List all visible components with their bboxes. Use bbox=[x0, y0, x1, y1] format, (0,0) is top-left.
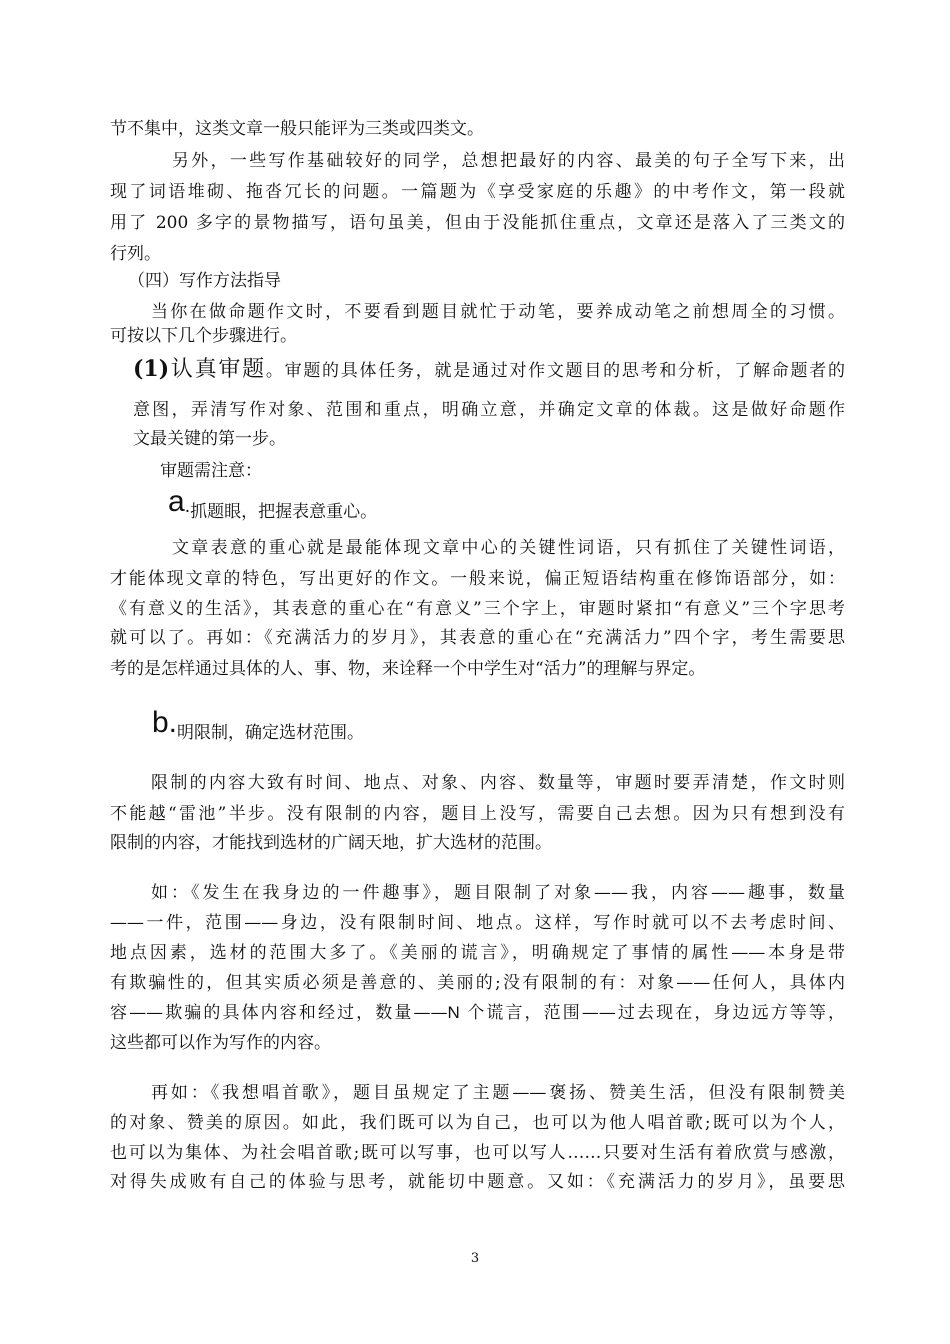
paragraph-line: 《有意义的生活》，其表意的重心在“有意义”三个字上，审题时紧扣“有意义”三个字思考 bbox=[110, 599, 845, 619]
paragraph-line: 节不集中，这类文章一般只能评为三类或四类文。 bbox=[110, 119, 484, 139]
paragraph-line: ——一件，范围——身边，没有限制时间、地点。这样，写作时就可以不去考虑时间、 bbox=[110, 913, 845, 933]
paragraph-line: 文最关键的第一步。 bbox=[133, 429, 286, 449]
paragraph-line: 限制的内容，才能找到选材的广阔天地，扩大选材的范围。 bbox=[110, 833, 552, 853]
text-run: N bbox=[447, 1003, 460, 1022]
paragraph-line: 另外，一些写作基础较好的同学，总想把最好的内容、最美的句子全写下来，出 bbox=[172, 151, 845, 171]
step-number: (1) bbox=[133, 356, 170, 382]
paragraph-line: 当你在做命题作文时，不要看到题目就忙于动笔，要养成动笔之前想周全的习惯。 bbox=[151, 302, 845, 322]
paragraph-line: 对得失成败有自己的体验与思考，就能切中题意。又如：《充满活力的岁月》，虽要思 bbox=[110, 1172, 845, 1192]
text-run: 容——欺骗的具体内容和经过，数量—— bbox=[110, 1003, 448, 1023]
paragraph-line: 这些都可以作为写作的内容。 bbox=[110, 1033, 331, 1053]
step-heading-line bbox=[133, 355, 845, 385]
paragraph-line: 就可以了。再如：《充满活力的岁月》，其表意的重心在“充满活力”四个字，考生需要思 bbox=[110, 628, 845, 648]
paragraph-line: 现了词语堆砌、拖沓冗长的问题。一篇题为《享受家庭的乐趣》的中考作文，第一段就 bbox=[110, 182, 845, 202]
point-letter: a bbox=[168, 485, 185, 518]
paragraph-line: 的对象、赞美的原因。如此，我们既可以为自己，也可以为他人唱首歌;既可以为个人， bbox=[110, 1113, 845, 1133]
point-b-heading bbox=[152, 708, 887, 745]
paragraph-line: 有欺骗性的，但其实质必须是善意的、美丽的;没有限制的有：对象——任何人，具体内 bbox=[110, 973, 845, 993]
paragraph-line: 限制的内容大致有时间、地点、对象、内容、数量等，审题时要弄清楚，作文时则 bbox=[151, 773, 845, 793]
paragraph-line: 可按以下几个步骤进行。 bbox=[110, 326, 297, 346]
paragraph-line: 行列。 bbox=[110, 244, 161, 264]
note-heading: 审题需注意： bbox=[160, 461, 262, 481]
point-text: ·抓题眼，把握表意重心。 bbox=[184, 502, 378, 522]
paragraph-line: 用了 200 多字的景物描写，语句虽美，但由于没能抓住重点，文章还是落入了三类文的 bbox=[110, 213, 845, 233]
paragraph-line: 再如：《我想唱首歌》，题目虽规定了主题——褒扬、赞美生活，但没有限制赞美 bbox=[151, 1083, 845, 1103]
paragraph-line: 也可以为集体、为社会唱首歌;既可以写事，也可以写人……只要对生活有着欣赏与感激， bbox=[110, 1143, 845, 1163]
paragraph-line: 不能越“雷池”半步。没有限制的内容，题目上没写，需要自己去想。因为只有想到没有 bbox=[110, 804, 845, 824]
paragraph-line: 地点因素，选材的范围大多了。《美丽的谎言》，明确规定了事情的属性——本身是带 bbox=[110, 943, 845, 963]
point-a-heading bbox=[168, 487, 903, 524]
step-title: 认真审题 bbox=[169, 357, 266, 382]
paragraph-line: 才能体现文章的特色，写出更好的作文。一般来说，偏正短语结构重在修饰语部分，如： bbox=[110, 569, 845, 589]
paragraph-line bbox=[110, 1001, 845, 1025]
point-text: 明限制，确定选材范围。 bbox=[177, 723, 365, 743]
text-run: 个谎言，范围——过去现在，身边远方等等， bbox=[459, 1003, 846, 1023]
page-number: 3 bbox=[470, 1251, 480, 1266]
section-heading: （四）写作方法指导 bbox=[128, 271, 281, 291]
paragraph-line: 如：《发生在我身边的一件趣事》，题目限制了对象——我，内容——趣事，数量 bbox=[151, 883, 845, 903]
paragraph-line: 文章表意的重心就是最能体现文章中心的关键性词语，只有抓住了关键性词语， bbox=[172, 538, 845, 558]
step-text: 。审题的具体任务，就是通过对作文题目的思考和分析，了解命题者的 bbox=[265, 361, 845, 381]
paragraph-line: 意图，弄清写作对象、范围和重点，明确立意，并确定文章的体裁。这是做好命题作 bbox=[133, 400, 845, 420]
paragraph-line: 考的是怎样通过具体的人、事、物，来诠释一个中学生对“活力”的理解与界定。 bbox=[110, 659, 706, 679]
point-letter: b. bbox=[152, 706, 178, 739]
